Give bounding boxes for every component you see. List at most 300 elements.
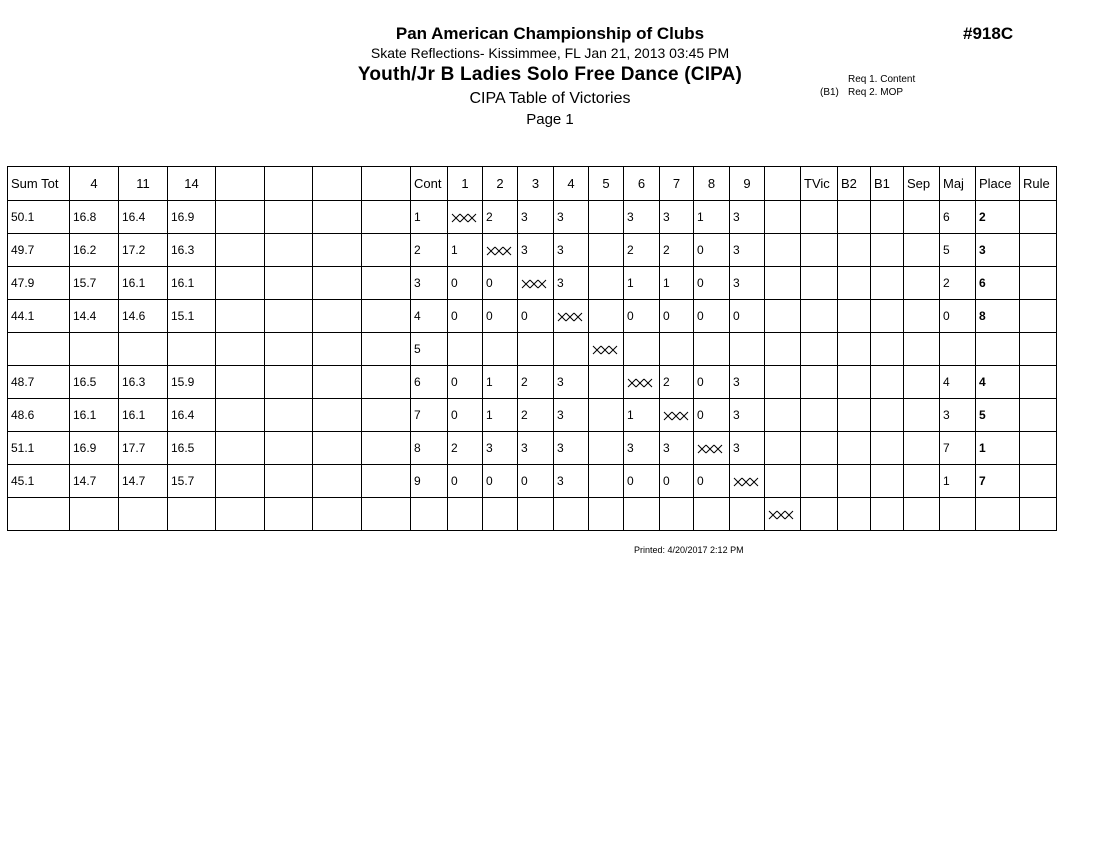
victory-count-cell: 3 — [660, 201, 694, 234]
victory-count-cell: 0 — [694, 465, 730, 498]
crossed-out-marker — [627, 378, 653, 388]
total-victories-cell — [801, 300, 838, 333]
victory-count-cell: 2 — [660, 234, 694, 267]
victory-count-cell: 0 — [448, 465, 483, 498]
victory-count-cell — [589, 432, 624, 465]
victory-count-cell: 3 — [730, 234, 765, 267]
victory-count-cell: 0 — [518, 465, 554, 498]
sep-cell — [904, 300, 940, 333]
victory-count-cell: 0 — [694, 267, 730, 300]
majority-cell — [940, 498, 976, 531]
report-subtitle: CIPA Table of Victories — [469, 90, 631, 107]
empty-judge-cell — [313, 399, 362, 432]
victory-count-cell — [765, 201, 801, 234]
judge-score-cell — [119, 333, 168, 366]
place-cell — [976, 498, 1020, 531]
sum-total-cell: 51.1 — [8, 432, 70, 465]
contestant-number-cell: 1 — [411, 201, 448, 234]
place-cell: 8 — [976, 300, 1020, 333]
b2-cell — [838, 234, 871, 267]
judge-score-cell: 16.8 — [70, 201, 119, 234]
column-header: 4 — [554, 167, 589, 201]
empty-judge-cell — [265, 465, 313, 498]
contestant-number-cell: 4 — [411, 300, 448, 333]
victory-count-cell — [518, 333, 554, 366]
empty-judge-cell — [265, 267, 313, 300]
column-header: Sum Tot — [8, 167, 70, 201]
b1-cell — [871, 333, 904, 366]
victory-count-cell — [589, 465, 624, 498]
self-matchup-cell — [518, 267, 554, 300]
victory-count-cell: 3 — [554, 465, 589, 498]
victory-count-cell: 2 — [448, 432, 483, 465]
victory-count-cell: 1 — [694, 201, 730, 234]
rule-cell — [1020, 498, 1057, 531]
contestant-number-cell — [411, 498, 448, 531]
victory-count-cell: 0 — [448, 300, 483, 333]
column-header: Cont — [411, 167, 448, 201]
rule-cell — [1020, 201, 1057, 234]
victory-count-cell — [448, 498, 483, 531]
victory-count-cell: 3 — [730, 399, 765, 432]
column-header: 5 — [589, 167, 624, 201]
victory-count-cell: 2 — [624, 234, 660, 267]
victory-count-cell: 1 — [624, 399, 660, 432]
b1-cell — [871, 234, 904, 267]
b2-cell — [838, 201, 871, 234]
self-matchup-cell — [554, 300, 589, 333]
rule-cell — [1020, 234, 1057, 267]
judge-score-cell — [70, 333, 119, 366]
victory-count-cell: 3 — [518, 432, 554, 465]
victory-count-cell: 3 — [554, 432, 589, 465]
crossed-out-marker — [521, 279, 547, 289]
victory-count-cell: 3 — [730, 432, 765, 465]
victory-count-cell: 3 — [518, 234, 554, 267]
sep-cell — [904, 267, 940, 300]
victory-count-cell — [589, 201, 624, 234]
empty-judge-cell — [362, 399, 411, 432]
empty-judge-cell — [216, 399, 265, 432]
b2-cell — [838, 267, 871, 300]
column-header — [265, 167, 313, 201]
empty-judge-cell — [216, 366, 265, 399]
rule-cell — [1020, 465, 1057, 498]
victory-count-cell: 3 — [660, 432, 694, 465]
b1-cell — [871, 201, 904, 234]
total-victories-cell — [801, 267, 838, 300]
victory-count-cell — [554, 333, 589, 366]
b2-cell — [838, 333, 871, 366]
contestant-number-cell: 6 — [411, 366, 448, 399]
victory-count-cell: 0 — [624, 465, 660, 498]
victory-count-cell: 0 — [660, 300, 694, 333]
rule-cell — [1020, 267, 1057, 300]
empty-judge-cell — [362, 498, 411, 531]
empty-judge-cell — [265, 234, 313, 267]
empty-judge-cell — [313, 333, 362, 366]
judge-score-cell: 14.7 — [119, 465, 168, 498]
contestant-number-cell: 7 — [411, 399, 448, 432]
table-row — [8, 432, 1057, 465]
total-victories-cell — [801, 366, 838, 399]
majority-cell: 7 — [940, 432, 976, 465]
victory-count-cell: 3 — [554, 201, 589, 234]
judge-score-cell: 16.5 — [70, 366, 119, 399]
b1-cell — [871, 300, 904, 333]
judge-score-cell: 16.9 — [70, 432, 119, 465]
empty-judge-cell — [362, 333, 411, 366]
sum-total-cell: 48.7 — [8, 366, 70, 399]
self-matchup-cell — [694, 432, 730, 465]
victory-count-cell: 3 — [554, 267, 589, 300]
sum-total-cell: 47.9 — [8, 267, 70, 300]
empty-judge-cell — [313, 300, 362, 333]
judge-score-cell — [168, 498, 216, 531]
contestant-number-cell: 9 — [411, 465, 448, 498]
header-row — [8, 167, 1057, 201]
contestant-number-cell: 5 — [411, 333, 448, 366]
self-matchup-cell — [660, 399, 694, 432]
crossed-out-marker — [557, 312, 583, 322]
victory-count-cell: 0 — [483, 465, 518, 498]
table-row — [8, 201, 1057, 234]
victory-count-cell: 0 — [694, 366, 730, 399]
empty-judge-cell — [313, 465, 362, 498]
self-matchup-cell — [624, 366, 660, 399]
victory-count-cell — [624, 333, 660, 366]
table-row — [8, 333, 1057, 366]
empty-judge-cell — [265, 201, 313, 234]
victory-count-cell: 1 — [624, 267, 660, 300]
table-row — [8, 267, 1057, 300]
column-header: 6 — [624, 167, 660, 201]
empty-judge-cell — [362, 300, 411, 333]
column-header: 2 — [483, 167, 518, 201]
empty-judge-cell — [313, 234, 362, 267]
victory-count-cell: 3 — [554, 234, 589, 267]
sum-total-cell — [8, 333, 70, 366]
majority-cell: 6 — [940, 201, 976, 234]
self-matchup-cell — [730, 465, 765, 498]
column-header: Sep — [904, 167, 940, 201]
crossed-out-marker — [768, 510, 794, 520]
self-matchup-cell — [483, 234, 518, 267]
b1-cell — [871, 465, 904, 498]
judge-score-cell: 15.7 — [70, 267, 119, 300]
requirement-row — [820, 73, 915, 86]
victory-count-cell: 2 — [518, 399, 554, 432]
victory-count-cell: 0 — [448, 399, 483, 432]
victory-count-cell — [554, 498, 589, 531]
rule-cell — [1020, 300, 1057, 333]
empty-judge-cell — [216, 465, 265, 498]
judge-score-cell: 16.4 — [119, 201, 168, 234]
column-header: Rule — [1020, 167, 1057, 201]
victory-count-cell: 3 — [554, 366, 589, 399]
sep-cell — [904, 201, 940, 234]
sum-total-cell — [8, 498, 70, 531]
empty-judge-cell — [313, 432, 362, 465]
judge-score-cell: 16.2 — [70, 234, 119, 267]
victory-count-cell — [765, 432, 801, 465]
victory-count-cell — [589, 267, 624, 300]
majority-cell: 0 — [940, 300, 976, 333]
sum-total-cell: 45.1 — [8, 465, 70, 498]
empty-judge-cell — [362, 201, 411, 234]
b1-cell — [871, 366, 904, 399]
venue-and-date: Skate Reflections- Kissimmee, FL Jan 21, 2013 03:45 PM — [370, 45, 730, 61]
victory-count-cell: 0 — [518, 300, 554, 333]
judge-score-cell: 14.7 — [70, 465, 119, 498]
crossed-out-marker — [592, 345, 618, 355]
contestant-number-cell: 3 — [411, 267, 448, 300]
column-header: 8 — [694, 167, 730, 201]
rule-cell — [1020, 333, 1057, 366]
contestant-number-cell: 8 — [411, 432, 448, 465]
victory-count-cell — [589, 234, 624, 267]
majority-cell: 4 — [940, 366, 976, 399]
empty-judge-cell — [362, 267, 411, 300]
requirement-text: Req 1. Content — [848, 74, 916, 85]
column-header — [765, 167, 801, 201]
victory-count-cell — [483, 333, 518, 366]
victory-count-cell: 2 — [518, 366, 554, 399]
column-header — [216, 167, 265, 201]
majority-cell — [940, 333, 976, 366]
victory-count-cell: 3 — [730, 366, 765, 399]
place-cell: 2 — [976, 201, 1020, 234]
empty-judge-cell — [216, 201, 265, 234]
b2-cell — [838, 399, 871, 432]
sep-cell — [904, 399, 940, 432]
table-row — [8, 234, 1057, 267]
victory-count-cell — [730, 333, 765, 366]
rule-cell — [1020, 399, 1057, 432]
judge-score-cell: 15.7 — [168, 465, 216, 498]
requirement-row — [820, 86, 915, 99]
victory-count-cell — [730, 498, 765, 531]
judge-score-cell: 16.5 — [168, 432, 216, 465]
victory-count-cell: 2 — [660, 366, 694, 399]
sep-cell — [904, 234, 940, 267]
judge-score-cell: 16.1 — [119, 399, 168, 432]
victory-count-cell: 3 — [624, 432, 660, 465]
column-header: 14 — [168, 167, 216, 201]
empty-judge-cell — [313, 267, 362, 300]
empty-judge-cell — [265, 366, 313, 399]
victory-count-cell: 3 — [483, 432, 518, 465]
sum-total-cell: 48.6 — [8, 399, 70, 432]
sep-cell — [904, 333, 940, 366]
judge-score-cell: 16.4 — [168, 399, 216, 432]
column-header: TVic — [801, 167, 838, 201]
victory-count-cell — [765, 366, 801, 399]
victory-count-cell — [518, 498, 554, 531]
victory-count-cell — [483, 498, 518, 531]
empty-judge-cell — [313, 498, 362, 531]
judge-score-cell: 16.9 — [168, 201, 216, 234]
sep-cell — [904, 465, 940, 498]
table-row — [8, 366, 1057, 399]
victory-count-cell — [765, 333, 801, 366]
victory-count-cell — [660, 333, 694, 366]
victory-count-cell: 2 — [483, 201, 518, 234]
empty-judge-cell — [265, 498, 313, 531]
sep-cell — [904, 498, 940, 531]
page-number: Page 1 — [526, 111, 574, 128]
victory-count-cell — [694, 498, 730, 531]
victory-count-cell: 3 — [554, 399, 589, 432]
crossed-out-marker — [486, 246, 512, 256]
printed-timestamp: Printed: 4/20/2017 2:12 PM — [634, 545, 744, 555]
empty-judge-cell — [216, 234, 265, 267]
victory-count-cell — [694, 333, 730, 366]
document-title: Pan American Championship of Clubs — [395, 24, 705, 43]
place-cell — [976, 333, 1020, 366]
victory-count-cell: 3 — [518, 201, 554, 234]
empty-judge-cell — [313, 201, 362, 234]
column-header: 1 — [448, 167, 483, 201]
table-row — [8, 498, 1057, 531]
victory-count-cell — [765, 300, 801, 333]
victory-count-cell — [765, 267, 801, 300]
b1-cell — [871, 399, 904, 432]
event-name: Youth/Jr B Ladies Solo Free Dance (CIPA) — [357, 64, 743, 85]
crossed-out-marker — [697, 444, 723, 454]
judge-score-cell: 16.1 — [119, 267, 168, 300]
victory-count-cell — [624, 498, 660, 531]
empty-judge-cell — [362, 465, 411, 498]
victory-count-cell: 3 — [730, 201, 765, 234]
victory-count-cell: 0 — [660, 465, 694, 498]
victory-count-cell — [660, 498, 694, 531]
rule-cell — [1020, 432, 1057, 465]
judge-score-cell: 16.1 — [168, 267, 216, 300]
empty-judge-cell — [265, 300, 313, 333]
b1-cell — [871, 267, 904, 300]
victory-count-cell: 3 — [730, 267, 765, 300]
rule-cell — [1020, 366, 1057, 399]
self-matchup-cell — [765, 498, 801, 531]
empty-judge-cell — [216, 432, 265, 465]
judge-score-cell: 17.2 — [119, 234, 168, 267]
victory-count-cell — [765, 465, 801, 498]
judge-score-cell: 15.1 — [168, 300, 216, 333]
victory-count-cell: 0 — [483, 300, 518, 333]
table-row — [8, 465, 1057, 498]
requirement-code — [820, 73, 848, 86]
column-header: Maj — [940, 167, 976, 201]
sum-total-cell: 50.1 — [8, 201, 70, 234]
empty-judge-cell — [362, 432, 411, 465]
victory-count-cell: 0 — [483, 267, 518, 300]
column-header — [362, 167, 411, 201]
judge-score-cell: 14.6 — [119, 300, 168, 333]
requirement-code: (B1) — [820, 87, 839, 98]
place-cell: 6 — [976, 267, 1020, 300]
total-victories-cell — [801, 432, 838, 465]
b2-cell — [838, 498, 871, 531]
b1-cell — [871, 432, 904, 465]
crossed-out-marker — [733, 477, 759, 487]
judge-score-cell: 15.9 — [168, 366, 216, 399]
judge-score-cell — [70, 498, 119, 531]
empty-judge-cell — [216, 333, 265, 366]
event-number: #918C — [963, 24, 1014, 43]
column-header: B2 — [838, 167, 871, 201]
empty-judge-cell — [216, 498, 265, 531]
column-header: B1 — [871, 167, 904, 201]
empty-judge-cell — [216, 300, 265, 333]
empty-judge-cell — [313, 366, 362, 399]
empty-judge-cell — [265, 333, 313, 366]
victory-count-cell: 0 — [448, 267, 483, 300]
victory-count-cell — [448, 333, 483, 366]
place-cell: 7 — [976, 465, 1020, 498]
place-cell: 3 — [976, 234, 1020, 267]
empty-judge-cell — [216, 267, 265, 300]
total-victories-cell — [801, 465, 838, 498]
empty-judge-cell — [265, 432, 313, 465]
victory-count-cell — [765, 399, 801, 432]
empty-judge-cell — [362, 366, 411, 399]
victory-count-cell: 0 — [694, 300, 730, 333]
sep-cell — [904, 432, 940, 465]
sum-total-cell: 44.1 — [8, 300, 70, 333]
b2-cell — [838, 465, 871, 498]
column-header: Place — [976, 167, 1020, 201]
place-cell: 5 — [976, 399, 1020, 432]
requirements-legend — [820, 73, 915, 99]
majority-cell: 5 — [940, 234, 976, 267]
column-header: 3 — [518, 167, 554, 201]
victory-count-cell: 1 — [483, 366, 518, 399]
judge-score-cell — [168, 333, 216, 366]
b2-cell — [838, 366, 871, 399]
victory-count-cell: 1 — [448, 234, 483, 267]
victory-count-cell: 1 — [483, 399, 518, 432]
empty-judge-cell — [362, 234, 411, 267]
victory-count-cell: 3 — [624, 201, 660, 234]
place-cell: 1 — [976, 432, 1020, 465]
victory-count-cell — [589, 498, 624, 531]
victory-count-cell — [589, 399, 624, 432]
self-matchup-cell — [589, 333, 624, 366]
crossed-out-marker — [663, 411, 689, 421]
self-matchup-cell — [448, 201, 483, 234]
crossed-out-marker — [451, 213, 477, 223]
total-victories-cell — [801, 201, 838, 234]
column-header — [313, 167, 362, 201]
column-header: 7 — [660, 167, 694, 201]
requirement-text: Req 2. MOP — [848, 87, 904, 98]
b1-cell — [871, 498, 904, 531]
sep-cell — [904, 366, 940, 399]
column-header: 9 — [730, 167, 765, 201]
empty-judge-cell — [265, 399, 313, 432]
column-header: 11 — [119, 167, 168, 201]
victory-count-cell: 0 — [730, 300, 765, 333]
judge-score-cell: 16.3 — [119, 366, 168, 399]
victory-count-cell: 0 — [448, 366, 483, 399]
judge-score-cell: 17.7 — [119, 432, 168, 465]
judge-score-cell: 16.1 — [70, 399, 119, 432]
victories-table — [7, 166, 1057, 531]
judge-score-cell — [119, 498, 168, 531]
victory-count-cell — [589, 366, 624, 399]
place-cell: 4 — [976, 366, 1020, 399]
